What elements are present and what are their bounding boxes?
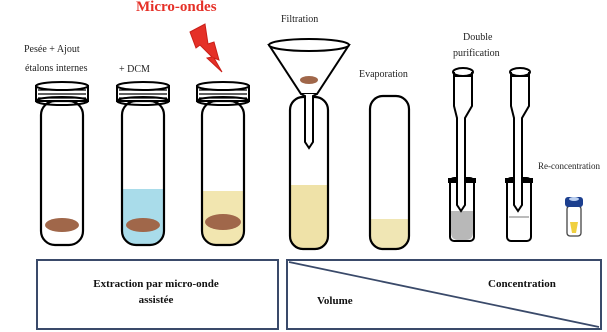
purification-column-1 [448, 68, 476, 241]
sediment-sample [45, 218, 79, 232]
final-vial [565, 197, 583, 236]
filtration-label: Filtration [281, 14, 319, 25]
sediment-sample [205, 214, 241, 230]
weigh-label-line1: Pesée + Ajout [24, 44, 80, 55]
tube-weighing [36, 82, 88, 245]
extraction-box [37, 260, 278, 329]
purification-column-2 [505, 68, 533, 241]
evaporation-label: Evaporation [359, 69, 408, 80]
tube-dcm [117, 82, 169, 245]
volume-label: Volume [317, 295, 353, 307]
filtration-setup [269, 39, 349, 249]
funnel [269, 45, 349, 94]
lightning-icon [190, 24, 222, 72]
tube-microwave-extract [197, 82, 249, 245]
dcm-label: + DCM [119, 64, 150, 75]
extraction-box-line1: Extraction par micro-onde [93, 278, 219, 290]
concentration-label: Concentration [488, 278, 556, 290]
purification-label-line1: Double [463, 32, 493, 43]
extraction-box-line2: assistée [138, 294, 174, 306]
reconcentration-label: Re-concentration [538, 161, 600, 171]
sediment-sample [300, 76, 318, 84]
purification-label-line2: purification [453, 48, 500, 59]
microwave-label: Micro-ondes [136, 0, 217, 15]
weigh-label-line2: étalons internes [25, 63, 88, 74]
concentration-volume-box [287, 260, 601, 329]
tube-evaporation [370, 96, 409, 249]
sediment-sample [126, 218, 160, 232]
